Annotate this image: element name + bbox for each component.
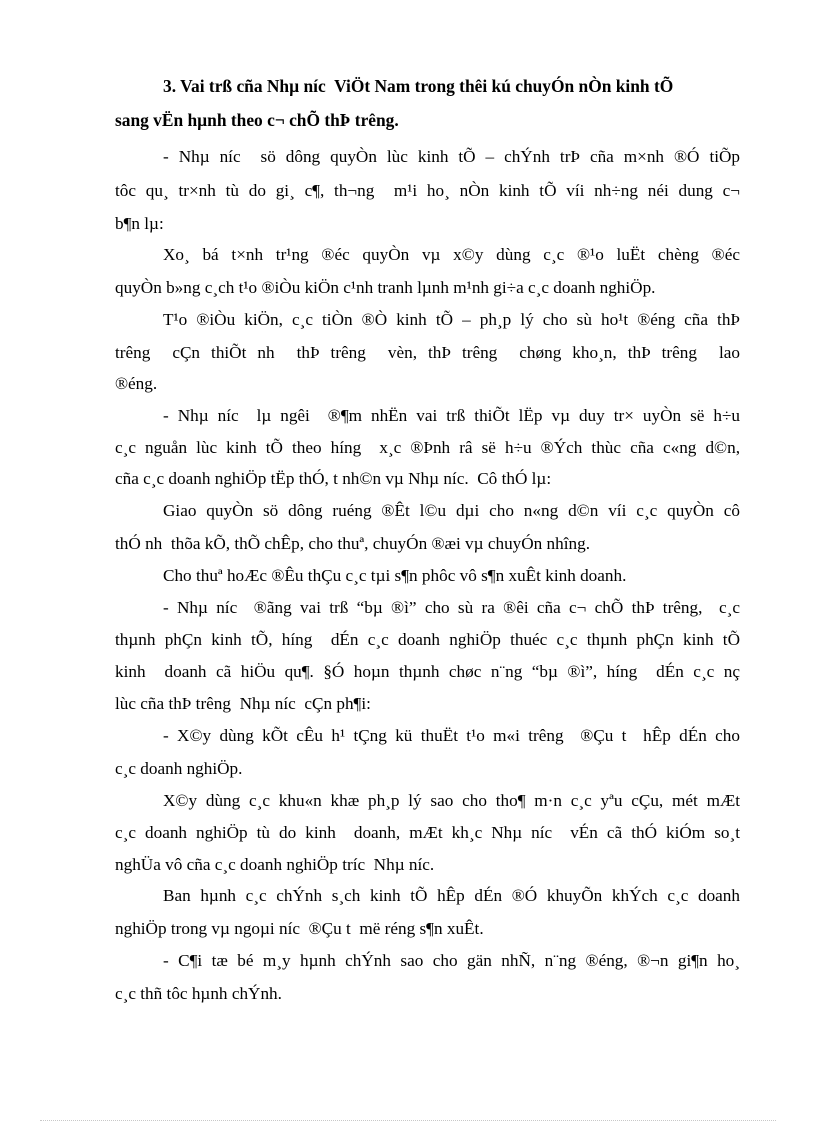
paragraph-line: trêng cÇn thiÕt nh thÞ trêng vèn, thÞ trêng chøng kho¸n, thÞ trêng lao bbox=[115, 343, 740, 362]
paragraph-line: Ban hµnh c¸c chÝnh s¸ch kinh tÕ hÊp dÉn ®Ó khuyÕn khÝch c¸c doanh bbox=[163, 886, 740, 905]
paragraph-line: thµnh phÇn kinh tÕ, híng dÉn c¸c doanh nghiÖp thuéc c¸c thµnh phÇn kinh tÕ bbox=[115, 630, 740, 649]
paragraph-line: tôc qu¸ tr×nh tù do gi¸ c¶, th¬ng m¹i ho¸ nÒn kinh tÕ víi nh÷ng néi dung c¬ bbox=[115, 181, 740, 200]
paragraph-line: lùc cña thÞ trêng Nhµ níc cÇn ph¶i: bbox=[115, 694, 371, 713]
paragraph-line: - X©y dùng kÕt cÊu h¹ tÇng kü thuËt t¹o m«i trêng ®Çu t hÊp dÉn cho bbox=[163, 726, 740, 745]
paragraph-line: - C¶i tæ bé m¸y hµnh chÝnh sao cho gän nhÑ, n¨ng ®éng, ®¬n gi¶n ho¸ bbox=[163, 951, 740, 970]
paragraph-line: Xo¸ bá t×nh tr¹ng ®éc quyÒn vµ x©y dùng c¸c ®¹o luËt chèng ®éc bbox=[163, 245, 740, 264]
paragraph-line: - Nhµ níc lµ ngêi ®¶m nhËn vai trß thiÕt lËp vµ duy tr× uyÒn së h÷u bbox=[163, 406, 740, 425]
paragraph-line: X©y dùng c¸c khu«n khæ ph¸p lý sao cho tho¶ m·n c¸c yªu cÇu, mét mÆt bbox=[163, 791, 740, 810]
page-bottom-divider bbox=[40, 1120, 776, 1121]
paragraph-line: - Nhµ níc sö dông quyÒn lùc kinh tÕ – chÝnh trÞ cña m×nh ®Ó tiÕp bbox=[163, 147, 740, 166]
paragraph-line: Cho thuª hoÆc ®Êu thÇu c¸c tµi s¶n phôc vô s¶n xuÊt kinh doanh. bbox=[163, 566, 627, 585]
paragraph-line: kinh doanh cã hiÖu qu¶. §Ó hoµn thµnh chøc n¨ng “bµ ®ì”, híng dÉn c¸c nç bbox=[115, 662, 740, 681]
paragraph-line: cña c¸c doanh nghiÖp tËp thÓ, t nh©n vµ Nhµ níc. Cô thÓ lµ: bbox=[115, 469, 552, 488]
paragraph-line: T¹o ®iÒu kiÖn, c¸c tiÒn ®Ò kinh tÕ – ph¸p lý cho sù ho¹t ®éng cña thÞ bbox=[163, 310, 740, 329]
paragraph-line: b¶n lµ: bbox=[115, 214, 164, 233]
paragraph-line: Giao quyÒn sö dông ruéng ®Êt l©u dµi cho n«ng d©n víi c¸c quyÒn cô bbox=[163, 501, 740, 520]
paragraph-line: c¸c doanh nghiÖp tù do kinh doanh, mÆt kh¸c Nhµ níc vÉn cã thÓ kiÓm so¸t bbox=[115, 823, 740, 842]
paragraph-line: - Nhµ níc ®ãng vai trß “bµ ®ì” cho sù ra ®êi cña c¬ chÕ thÞ trêng, c¸c bbox=[163, 598, 740, 617]
section-heading-line-2: sang vËn hµnh theo c¬ chÕ thÞ trêng. bbox=[115, 110, 399, 130]
paragraph-line: thÓ nh thõa kÕ, thÕ chÊp, cho thuª, chuyÓn ®æi vµ chuyÓn nhîng. bbox=[115, 534, 591, 553]
paragraph-line: c¸c thñ tôc hµnh chÝnh. bbox=[115, 984, 282, 1003]
paragraph-line: ®éng. bbox=[115, 374, 158, 393]
paragraph-line: c¸c doanh nghiÖp. bbox=[115, 759, 243, 778]
paragraph-line: nghiÖp trong vµ ngoµi níc ®Çu t më réng s¶n xuÊt. bbox=[115, 919, 484, 938]
paragraph-line: c¸c nguån lùc kinh tÕ theo híng x¸c ®Þnh râ së h÷u ®Ých thùc cña c«ng d©n, bbox=[115, 438, 740, 457]
paragraph-line: quyÒn b»ng c¸ch t¹o ®iÒu kiÖn c¹nh tranh lµnh m¹nh gi÷a c¸c doanh nghiÖp. bbox=[115, 278, 656, 297]
section-heading-line-1: 3. Vai trß cña Nhµ níc ViÖt Nam trong thêi kú chuyÓn nÒn kinh tÕ bbox=[163, 76, 674, 96]
paragraph-line: nghÜa vô cña c¸c doanh nghiÖp tríc Nhµ níc. bbox=[115, 855, 435, 874]
